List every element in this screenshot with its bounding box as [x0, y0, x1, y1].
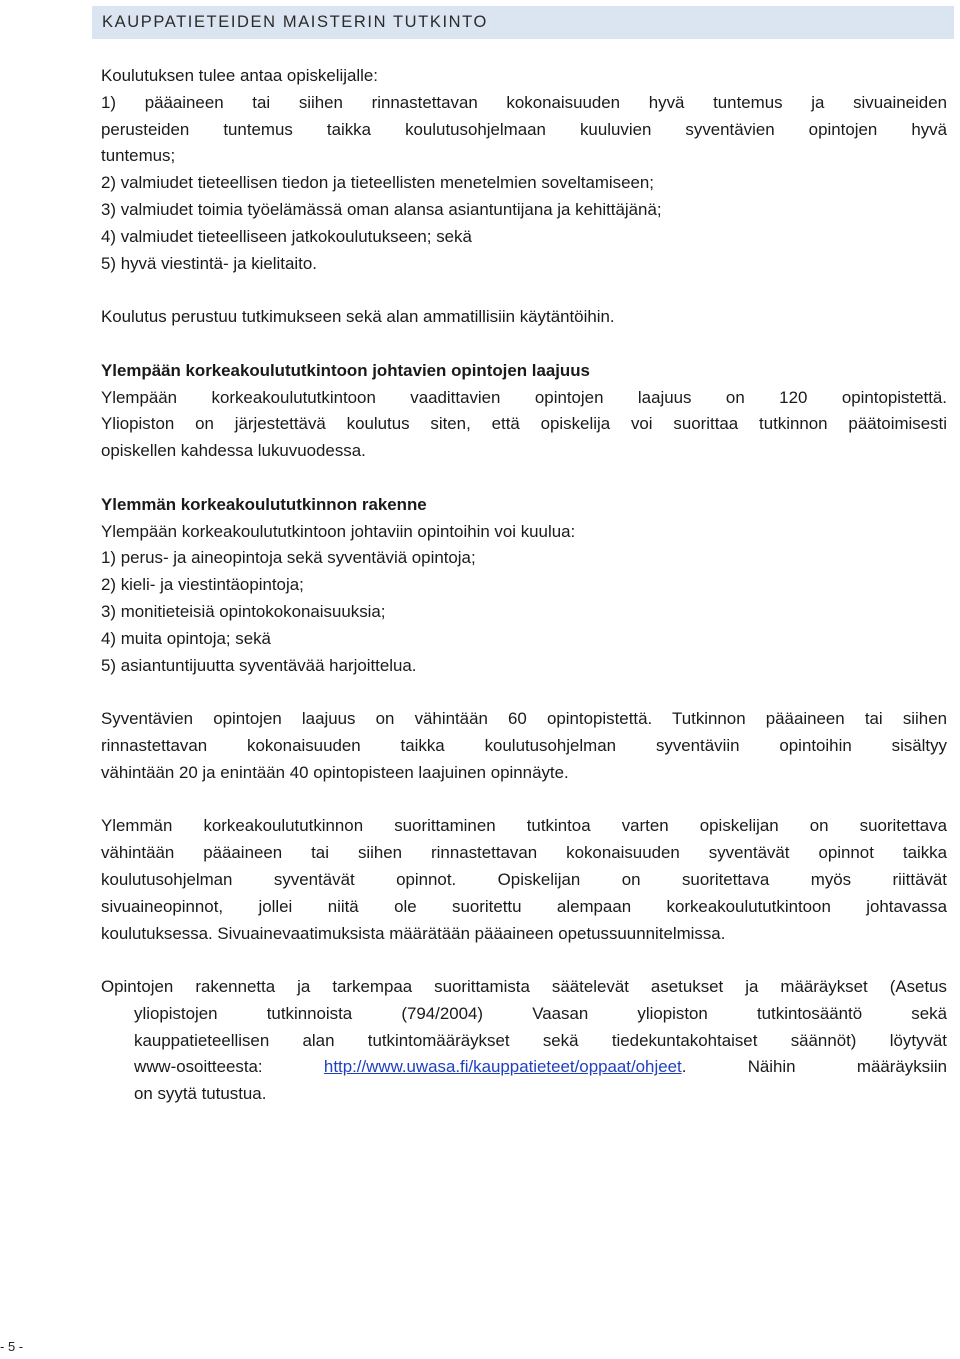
intro-item-2: 2) valmiudet tieteellisen tiedon ja tieteellisten menetelmien soveltamiseen; — [101, 173, 654, 193]
structure-item-3: 3) monitieteisiä opintokokonaisuuksia; — [101, 601, 386, 621]
advanced-line-2: rinnastettavan kokonaisuuden taikka koulutusohjelman syventäviin opintoihin sisältyy — [101, 735, 947, 755]
scope-heading: Ylempään korkeakoulututkintoon johtavien opintojen laajuus — [101, 360, 590, 380]
regulations-url-suffix: . Näihin määräyksiin — [681, 1057, 947, 1077]
scope-line-1: Ylempään korkeakoulututkintoon vaadittavien opintojen laajuus on 120 opintopistettä. — [101, 387, 947, 407]
scope-line-3: opiskellen kahdessa lukuvuodessa. — [101, 441, 366, 461]
structure-lead: Ylempään korkeakoulututkintoon johtaviin opintoihin voi kuulua: — [101, 521, 576, 541]
page-number: - 5 - — [0, 1339, 24, 1354]
basis-paragraph: Koulutus perustuu tutkimukseen sekä alan ammatillisiin käytäntöihin. — [101, 307, 615, 327]
structure-item-4: 4) muita opintoja; sekä — [101, 628, 271, 648]
advanced-line-3: vähintään 20 ja enintään 40 opintopisteen laajuinen opinnäyte. — [101, 762, 569, 782]
regulations-url-prefix: www-osoitteesta: — [134, 1057, 263, 1077]
scope-line-2: Yliopiston on järjestettävä koulutus siten, että opiskelija voi suorittaa tutkinnon päätoimisesti — [101, 414, 947, 434]
intro-item-1-line-1: 1) pääaineen tai siihen rinnastettavan kokonaisuuden hyvä tuntemus ja sivuaineiden — [101, 92, 947, 112]
section-header-bar — [92, 6, 954, 39]
regulations-line-2: yliopistojen tutkinnoista (794/2004) Vaasan yliopiston tutkintosääntö sekä — [134, 1003, 947, 1023]
structure-item-5: 5) asiantuntijuutta syventävää harjoittelua. — [101, 655, 417, 675]
intro-item-1-line-2: perusteiden tuntemus taikka koulutusohjelmaan kuuluvien syventävien opintojen hyvä — [101, 119, 947, 139]
section-title: KAUPPATIETEIDEN MAISTERIN TUTKINTO — [102, 13, 488, 31]
intro-lead: Koulutuksen tulee antaa opiskelijalle: — [101, 66, 379, 85]
structure-item-1: 1) perus- ja aineopintoja sekä syventäviä opintoja; — [101, 548, 476, 568]
intro-item-4: 4) valmiudet tieteelliseen jatkokoulutukseen; sekä — [101, 226, 472, 246]
intro-item-3: 3) valmiudet toimia työelämässä oman alansa asiantuntijana ja kehittäjänä; — [101, 199, 662, 219]
regulations-section — [101, 974, 947, 1108]
regulations-indented-block — [101, 1001, 947, 1108]
advanced-studies-section — [101, 706, 947, 786]
completion-section — [101, 813, 947, 947]
regulations-line-5: on syytä tutustua. — [134, 1084, 267, 1104]
spacer — [101, 465, 947, 492]
spacer — [101, 787, 947, 814]
structure-heading: Ylemmän korkeakoulututkinnon rakenne — [101, 494, 427, 514]
completion-line-1: Ylemmän korkeakoulututkinnon suorittaminen tutkintoa varten opiskelijan on suoritettava — [101, 816, 947, 836]
regulations-line-3: kauppatieteellisen alan tutkintomääräykset sekä tiedekuntakohtaiset säännöt) löytyvät — [134, 1030, 947, 1050]
completion-line-4: sivuaineopinnot, jollei niitä ole suoritettu alempaan korkeakoulututkintoon johtavassa — [101, 896, 947, 916]
spacer — [101, 679, 947, 706]
advanced-line-1: Syventävien opintojen laajuus on vähintään 60 opintopistettä. Tutkinnon pääaineen tai siihen — [101, 709, 947, 729]
intro-item-5: 5) hyvä viestintä- ja kielitaito. — [101, 253, 317, 273]
regulations-line-4 — [134, 1054, 947, 1081]
spacer — [101, 947, 947, 974]
regulations-link[interactable]: http://www.uwasa.fi/kauppatieteet/oppaat/ohjeet — [323, 1057, 682, 1077]
intro-item-1-line-3: tuntemus; — [101, 146, 176, 166]
spacer — [101, 277, 947, 304]
completion-line-2: vähintään pääaineen tai siihen rinnastettavan kokonaisuuden syventävät opinnot taikka — [101, 843, 947, 863]
scope-section — [101, 358, 947, 465]
structure-section — [101, 492, 947, 680]
spacer — [101, 331, 947, 358]
regulations-line-1: Opintojen rakennetta ja tarkempaa suorittamista säätelevät asetukset ja määräykset (Asetus — [101, 977, 947, 997]
document-body — [101, 63, 947, 1108]
completion-line-3: koulutusohjelman syventävät opinnot. Opiskelijan on suoritettava myös riittävät — [101, 869, 947, 889]
structure-item-2: 2) kieli- ja viestintäopintoja; — [101, 575, 304, 595]
completion-line-5: koulutuksessa. Sivuainevaatimuksista määrätään pääaineen opetussuunnitelmissa. — [101, 923, 726, 943]
intro-section — [101, 63, 947, 277]
